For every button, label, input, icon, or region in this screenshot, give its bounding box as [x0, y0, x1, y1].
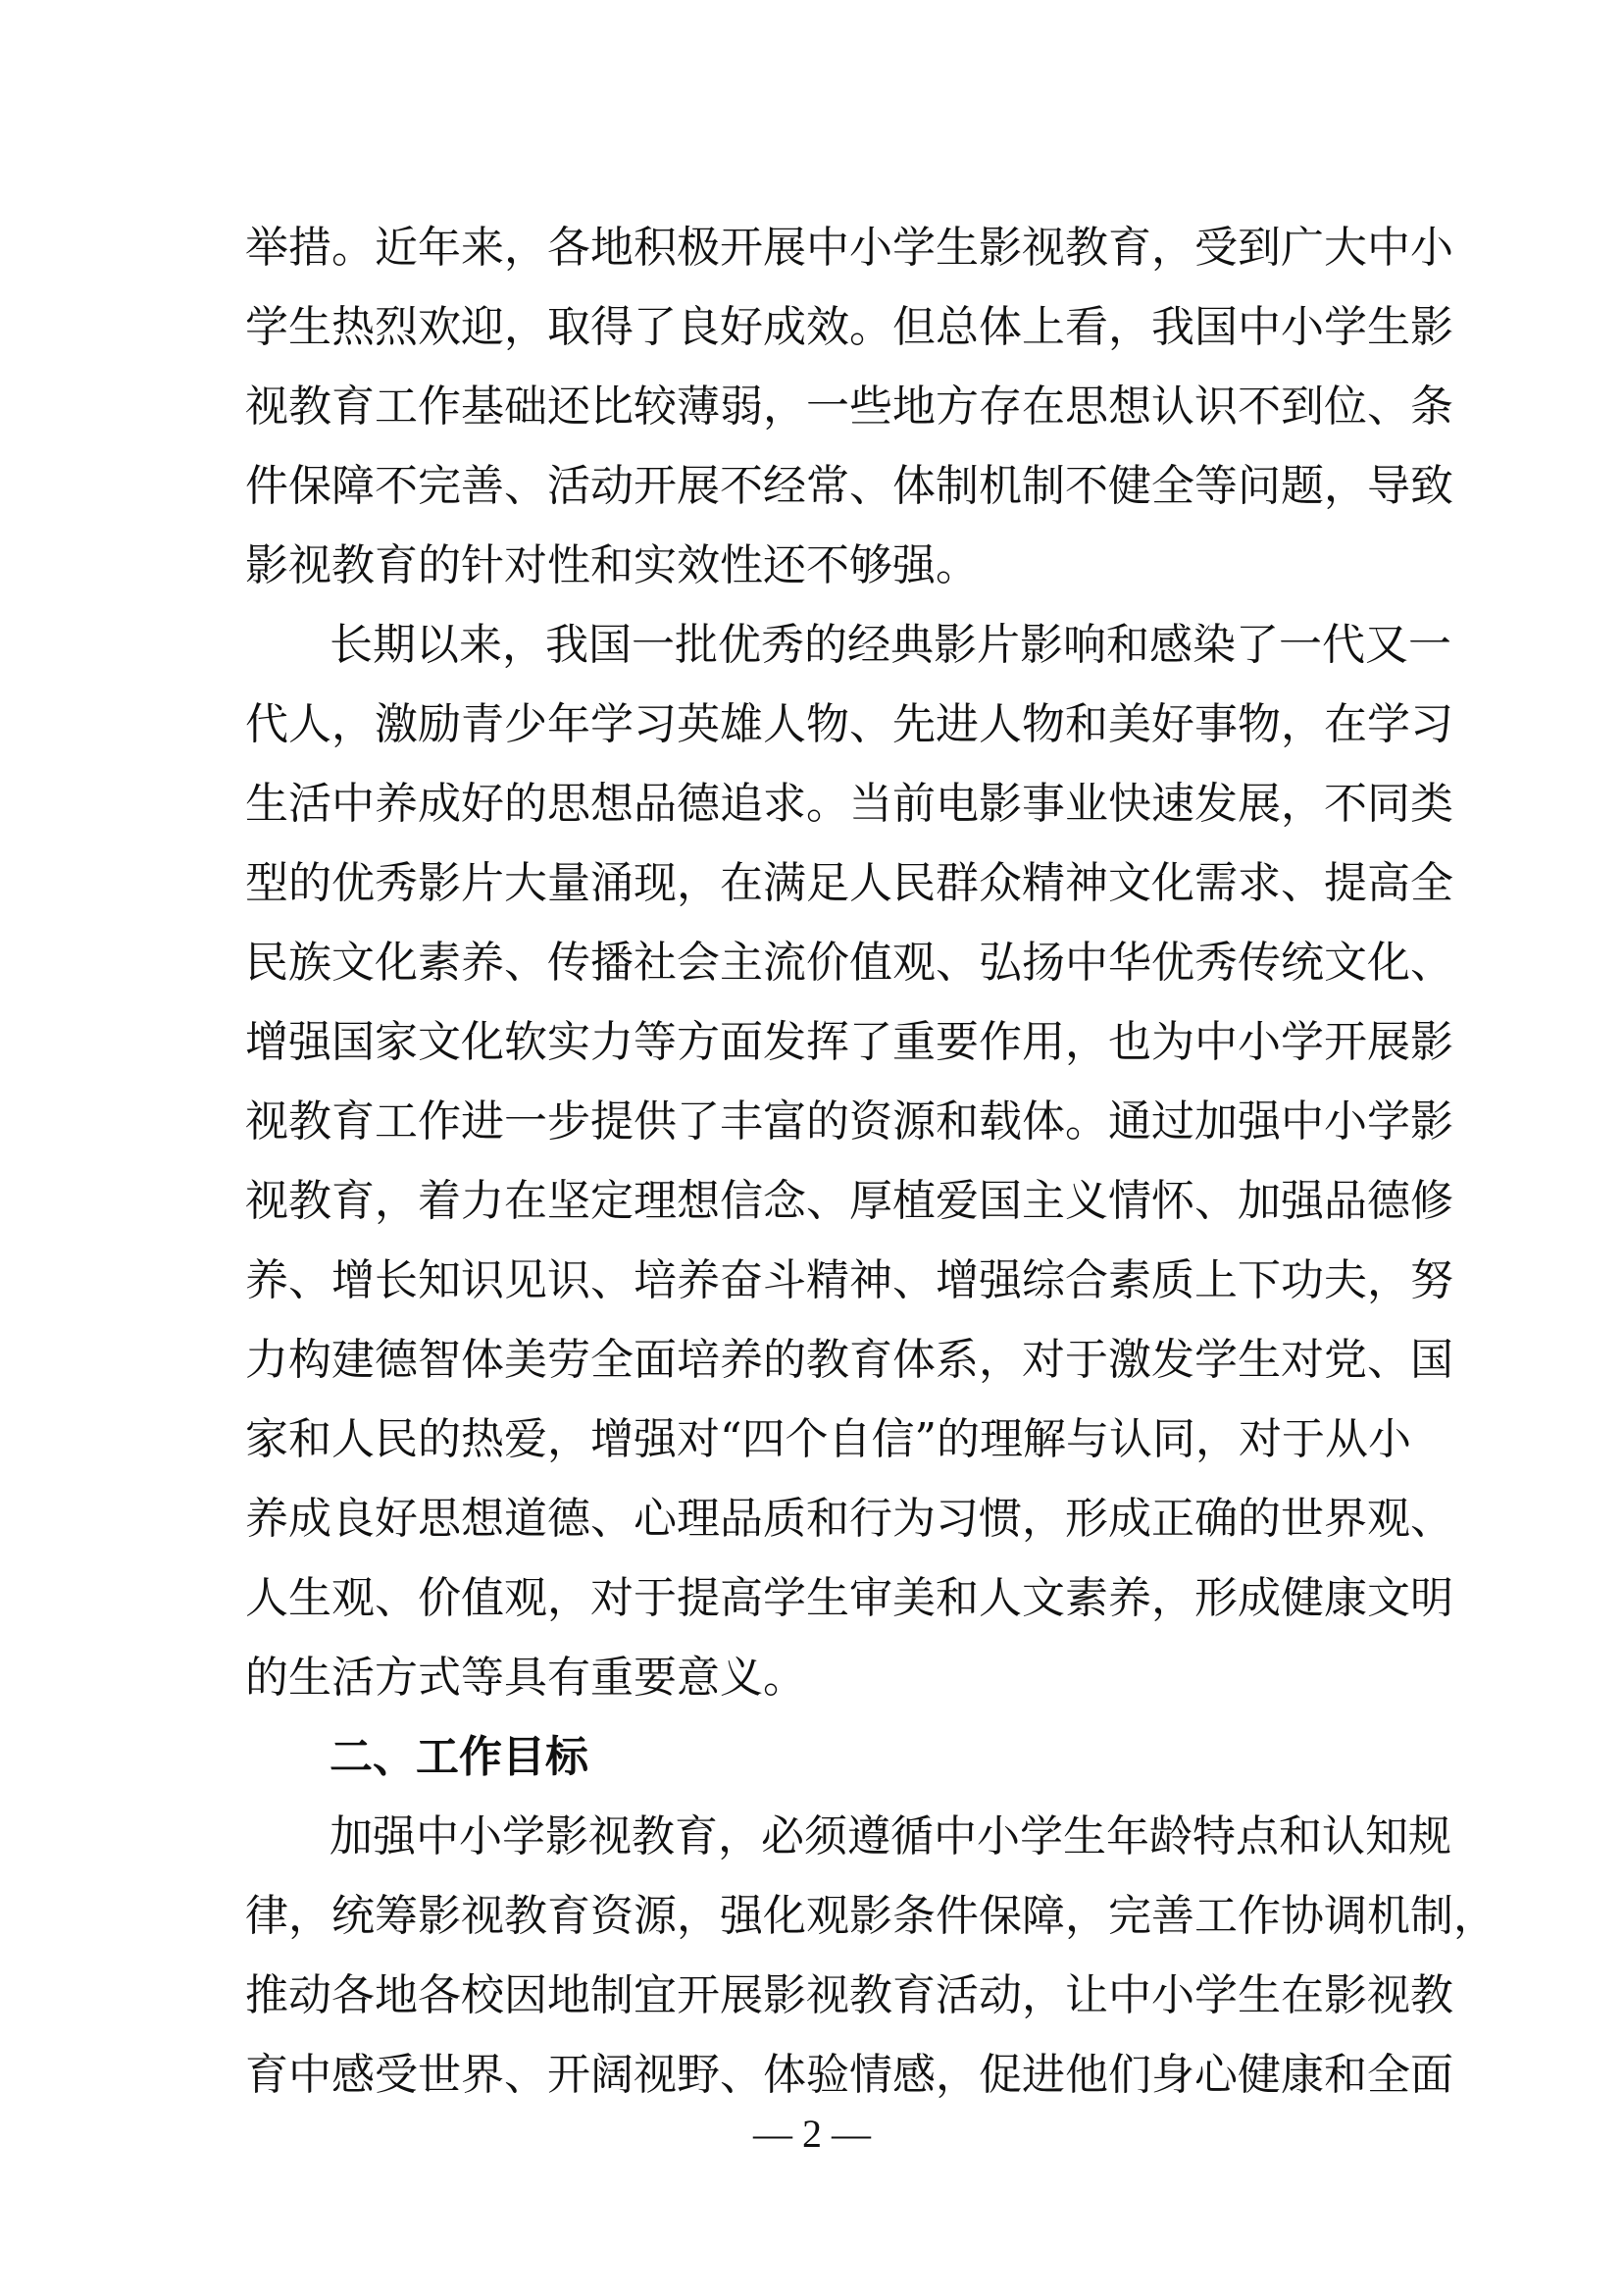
section-heading: 二、工作目标: [330, 1732, 588, 1782]
text-line: 视教育工作进一步提供了丰富的资源和载体。通过加强中小学影: [245, 1096, 1453, 1147]
text-line: 养、增长知识见识、培养奋斗精神、增强综合素质上下功夫，努: [245, 1255, 1453, 1305]
text-line: 代人，激励青少年学习英雄人物、先进人物和美好事物，在学习: [245, 699, 1453, 749]
text-line: 力构建德智体美劳全面培养的教育体系，对于激发学生对党、国: [245, 1335, 1453, 1385]
text-line: 家和人民的热爱，增强对“四个自信”的理解与认同，对于从小: [245, 1414, 1411, 1464]
text-line: 增强国家文化软实力等方面发挥了重要作用，也为中小学开展影: [245, 1017, 1453, 1067]
text-line: 视教育工作基础还比较薄弱，一些地方存在思想认识不到位、条: [245, 382, 1453, 432]
text-line: 推动各地各校因地制宜开展影视教育活动，让中小学生在影视教: [245, 1970, 1453, 2020]
body-text: [245, 208, 1497, 2115]
text-line: 人生观、价值观，对于提高学生审美和人文素养，形成健康文明: [245, 1573, 1453, 1623]
text-line: 的生活方式等具有重要意义。: [245, 1653, 806, 1703]
text-line: 型的优秀影片大量涌现，在满足人民群众精神文化需求、提高全: [245, 858, 1453, 908]
text-line: 民族文化素养、传播社会主流价值观、弘扬中华优秀传统文化、: [245, 938, 1453, 988]
text-line: 养成良好思想道德、心理品质和行为习惯，形成正确的世界观、: [245, 1494, 1453, 1544]
text-line: 视教育，着力在坚定理想信念、厚植爱国主义情怀、加强品德修: [245, 1176, 1453, 1226]
text-line: 律，统筹影视教育资源，强化观影条件保障，完善工作协调机制，: [245, 1891, 1497, 1941]
page-number: — 2 —: [753, 2112, 871, 2156]
text-line: 加强中小学影视教育，必须遵循中小学生年龄特点和认知规: [330, 1811, 1451, 1861]
text-line: 件保障不完善、活动开展不经常、体制机制不健全等问题，导致: [245, 461, 1453, 511]
text-line: 长期以来，我国一批优秀的经典影片影响和感染了一代又一: [330, 620, 1451, 670]
text-line: 学生热烈欢迎，取得了良好成效。但总体上看，我国中小学生影: [245, 302, 1453, 352]
text-line: 生活中养成好的思想品德追求。当前电影事业快速发展，不同类: [245, 779, 1453, 829]
text-line: 育中感受世界、开阔视野、体验情感，促进他们身心健康和全面: [245, 2050, 1453, 2100]
text-line: 影视教育的针对性和实效性还不够强。: [245, 540, 979, 590]
text-line: 举措。近年来，各地积极开展中小学生影视教育，受到广大中小: [245, 223, 1453, 273]
